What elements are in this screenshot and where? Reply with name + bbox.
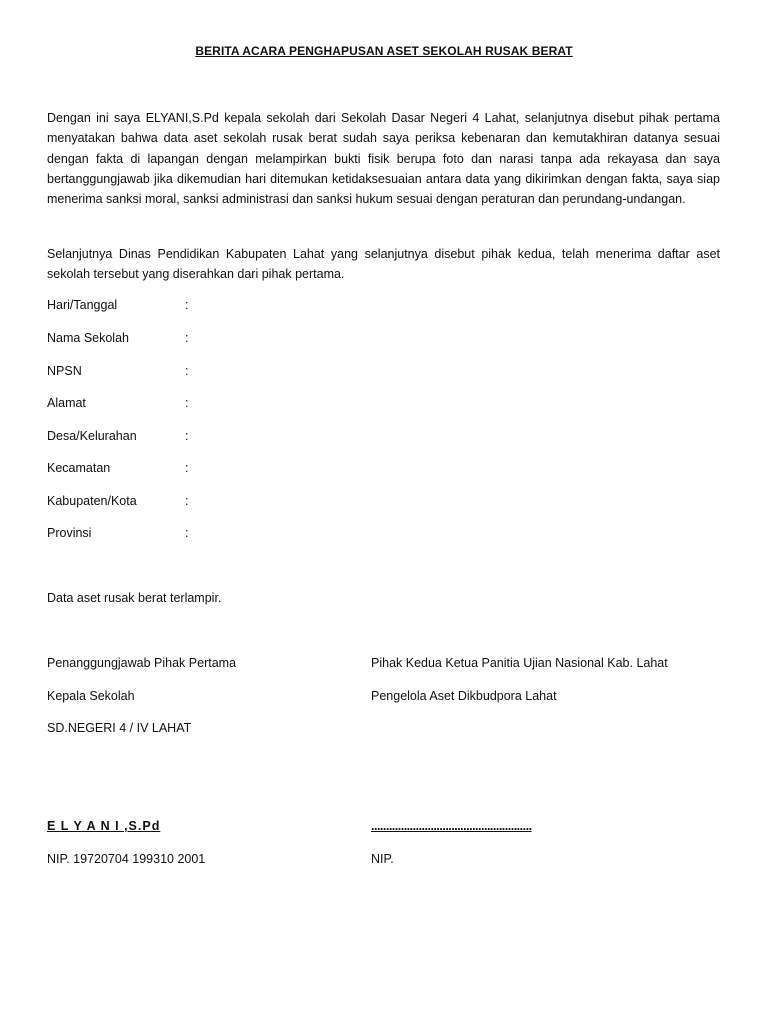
right-signatory-position: Pengelola Aset Dikbudpora Lahat bbox=[371, 689, 557, 703]
field-label-nama-sekolah: Nama Sekolah bbox=[47, 331, 129, 345]
field-colon: : bbox=[185, 526, 189, 540]
field-label-kecamatan: Kecamatan bbox=[47, 461, 111, 475]
field-label-kabupaten-kota: Kabupaten/Kota bbox=[47, 494, 137, 508]
attachment-note: Data aset rusak berat terlampir. bbox=[47, 591, 222, 605]
field-label-desa-kelurahan: Desa/Kelurahan bbox=[47, 429, 137, 443]
left-signatory-nip: NIP. 19720704 199310 2001 bbox=[47, 852, 206, 866]
field-colon: : bbox=[185, 331, 189, 345]
field-label-alamat: Alamat bbox=[47, 396, 86, 410]
left-signatory-name: E L Y A N I ,S.Pd bbox=[47, 819, 161, 833]
handover-paragraph: Selanjutnya Dinas Pendidikan Kabupaten Lahat yang selanjutnya disebut pihak kedua, telah menerima daftar aset sekolah tersebut yang diserahkan dari pihak pertama. bbox=[47, 247, 720, 282]
field-colon: : bbox=[185, 396, 189, 410]
left-signatory-role: Penanggungjawab Pihak Pertama bbox=[47, 656, 237, 670]
field-label-npsn: NPSN bbox=[47, 364, 82, 378]
field-colon: : bbox=[185, 364, 189, 378]
field-colon: : bbox=[185, 298, 189, 312]
right-signatory-role: Pihak Kedua Ketua Panitia Ujian Nasional Kab. Lahat bbox=[371, 656, 668, 670]
field-label-provinsi: Provinsi bbox=[47, 526, 92, 540]
right-signatory-name-blank: ...................................................... bbox=[371, 819, 532, 833]
left-signatory-school: SD.NEGERI 4 / IV LAHAT bbox=[47, 721, 192, 735]
field-colon: : bbox=[185, 494, 189, 508]
field-label-hari-tanggal: Hari/Tanggal bbox=[47, 298, 118, 312]
document-title: BERITA ACARA PENGHAPUSAN ASET SEKOLAH RUSAK BERAT bbox=[195, 44, 573, 58]
field-colon: : bbox=[185, 429, 189, 443]
statement-paragraph: Dengan ini saya ELYANI,S.Pd kepala sekolah dari Sekolah Dasar Negeri 4 Lahat, selanjutnya disebut pihak pertama menyatakan bahwa data aset sekolah rusak berat sudah saya periksa kebenaran dan kemutakhiran datanya sesuai dengan fakta di lapangan dengan melampirkan bukti fisik berupa foto dan narasi tanpa ada rekayasa dan saya bertanggungjawab jika dikemudian hari ditemukan ketidaksesuaian antara data yang dikirimkan dengan fakta, saya siap menerima sanksi moral, sanksi administrasi dan sanksi hukum sesuai dengan peraturan dan perundang-undangan. bbox=[47, 111, 720, 207]
field-colon: : bbox=[185, 461, 189, 475]
left-signatory-position: Kepala Sekolah bbox=[47, 689, 135, 703]
right-signatory-nip: NIP. bbox=[371, 852, 394, 866]
